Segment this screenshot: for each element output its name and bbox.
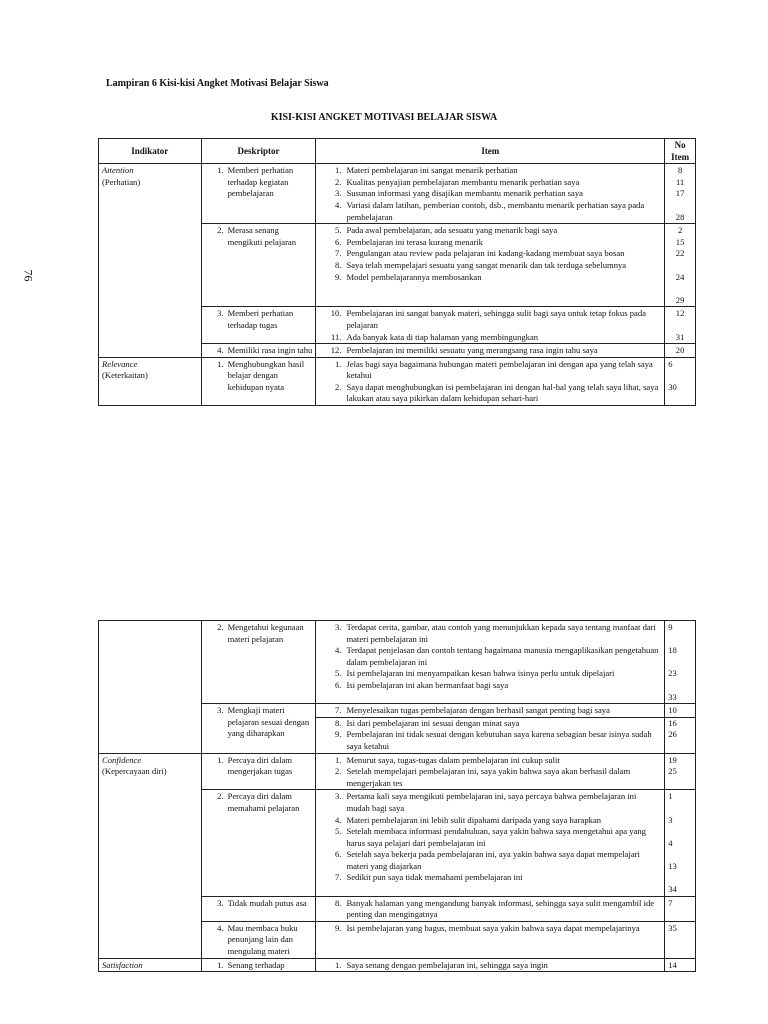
item-number: 9.	[334, 922, 342, 933]
item-number: 4.	[334, 199, 342, 210]
item-text: Saya senang dengan pembelajaran ini, sehingga saya ingin	[346, 959, 548, 970]
descriptor-text: Mau membaca buku penunjang lain dan mengulang materi	[227, 922, 298, 957]
item-text: Banyak halaman yang mengandung banyak informasi, sehingga saya sulit mengambil ide penting dan mengingatnya	[346, 897, 655, 920]
no-item-cell	[665, 790, 696, 896]
item-number-value: 28	[675, 211, 685, 222]
page-number: 76	[21, 269, 36, 282]
item-number: 7.	[334, 872, 342, 883]
item-number-value: 25	[668, 766, 677, 777]
item-text: Setelah membaca informasi pendahuluan, saya yakin bahwa saya mengetahui apa yang harus saya pelajari dari pembelajaran ini	[346, 826, 646, 848]
list-item	[319, 359, 661, 382]
item-text: Isi dari pembelajaran ini sesuai dengan minat saya	[346, 717, 520, 728]
item-number: 3.	[334, 188, 342, 199]
descriptor-text: Memiliki rasa ingin tahu	[227, 345, 313, 356]
no-item-cell	[665, 224, 696, 307]
items-cell	[316, 790, 665, 896]
item-number: 7.	[334, 248, 342, 259]
indikator-name: Attention	[102, 165, 134, 176]
list-item	[319, 898, 661, 921]
list-item	[319, 177, 661, 189]
item-number: 7.	[334, 705, 342, 716]
descriptor-entry	[205, 791, 313, 814]
table-header-row	[99, 139, 696, 164]
item-text: Materi pembelajaran ini lebih sulit dipahami daripada yang saya harapkan	[346, 814, 602, 825]
items-cell	[316, 357, 665, 405]
item-number-value: 22	[675, 248, 685, 259]
item-number-value: 26	[668, 729, 677, 740]
no-item-cell	[665, 704, 696, 753]
deskriptor-cell	[201, 621, 316, 704]
list-item	[319, 960, 661, 972]
no-item-cell	[665, 621, 696, 704]
appendix-label: Lampiran 6 Kisi-kisi Angket Motivasi Belajar Siswa	[106, 78, 329, 89]
table-row	[99, 357, 696, 405]
item-text: Isi pembelajaran ini akan bermanfaat bagi saya	[346, 679, 509, 690]
items-cell	[316, 224, 665, 307]
item-number-value: 19	[668, 754, 677, 765]
descriptor-number: 4.	[217, 345, 224, 356]
item-number-value: 9	[668, 622, 673, 632]
list-item	[319, 718, 661, 730]
item-text: Pengulangan atau review pada pelajaran ini kadang-kadang membuat saya bosan	[346, 248, 625, 259]
item-number: 1.	[334, 754, 342, 765]
item-number: 3.	[334, 622, 342, 632]
descriptor-text: Menghubungkan hasil belajar dengan kehidupan nyata	[227, 358, 305, 392]
item-number-value: 20	[675, 345, 685, 356]
no-item-cell	[665, 344, 696, 358]
item-number: 2.	[334, 381, 342, 392]
item-number-value: 11	[675, 176, 685, 187]
list-item	[319, 849, 661, 872]
item-text: Variasi dalam latihan, pemberian contoh, dsb., membantu menarik perhatian saya pada pembelajaran	[346, 199, 645, 222]
item-number: 9.	[334, 729, 342, 740]
item-number-value	[668, 320, 692, 332]
list-item	[319, 237, 661, 249]
header-item: Item	[316, 139, 665, 164]
items-cell	[316, 921, 665, 958]
item-number-value: 31	[675, 331, 685, 342]
indikator-translation: (Perhatian)	[102, 176, 141, 187]
descriptor-text: Percaya diri dalam mengerjakan tugas	[227, 754, 293, 777]
indikator-name: Confidence	[102, 754, 142, 765]
list-item	[319, 729, 661, 752]
item-number: 5.	[334, 826, 342, 837]
item-number: 4.	[334, 645, 342, 656]
item-number-value	[668, 283, 692, 295]
item-text: Pada awal pembelajaran, ada sesuatu yang menarik bagi saya	[346, 225, 558, 236]
item-number: 11.	[331, 331, 342, 342]
descriptor-text: Mengkaji materi pelajaran sesuai dengan yang diharapkan	[227, 705, 310, 739]
list-item	[319, 755, 661, 767]
item-number-value: 29	[675, 294, 685, 305]
item-number-value: 13	[668, 860, 677, 871]
table-row	[99, 164, 696, 224]
descriptor-entry	[205, 898, 313, 910]
item-number-value	[668, 826, 692, 838]
indikator-cell	[99, 621, 202, 754]
no-item-cell	[665, 753, 696, 790]
descriptor-text: Memberi perhatian terhadap kegiatan pembelajaran	[227, 165, 294, 199]
item-number: 5.	[334, 225, 342, 236]
item-number-value	[668, 849, 692, 861]
list-item	[319, 332, 661, 344]
descriptor-number: 3.	[217, 897, 224, 908]
descriptor-number: 3.	[217, 308, 224, 319]
item-number-value	[668, 680, 692, 692]
descriptor-number: 1.	[217, 165, 224, 176]
item-text: Ada banyak kata di tiap halaman yang membingungkan	[346, 331, 539, 342]
item-text: Pembelajaran ini sangat banyak materi, sehingga sulit bagi saya untuk tetap fokus pada pelajaran	[346, 308, 646, 330]
descriptor-entry	[205, 960, 313, 972]
item-number-value	[668, 260, 692, 272]
descriptor-number: 3.	[217, 705, 224, 716]
descriptor-entry	[205, 308, 313, 331]
header-indikator: Indikator	[99, 139, 202, 164]
descriptor-number: 1.	[217, 754, 224, 765]
descriptor-text: Memberi perhatian terhadap tugas	[227, 308, 294, 330]
item-number-value: 1	[668, 791, 673, 802]
descriptor-text: Percaya diri dalam memahami pelajaran	[227, 791, 300, 813]
descriptor-number: 2.	[217, 622, 224, 632]
item-number-value	[668, 657, 692, 669]
item-number: 8.	[334, 259, 342, 270]
item-text: Saya telah mempelajari sesuatu yang sangat menarik dan tak terduga sebelumnya	[346, 259, 627, 270]
descriptor-number: 1.	[217, 358, 224, 369]
descriptor-entry	[205, 705, 313, 740]
deskriptor-cell	[201, 357, 316, 405]
list-item	[319, 705, 661, 717]
list-item	[319, 248, 661, 260]
no-item-cell	[665, 307, 696, 344]
item-number-value	[668, 803, 692, 815]
deskriptor-cell	[201, 896, 316, 921]
item-text: Pembelajaran ini terasa kurang menarik	[346, 236, 483, 247]
table-row	[99, 753, 696, 790]
item-number: 8.	[334, 897, 342, 908]
descriptor-entry	[205, 622, 313, 645]
item-text: Model pembelajarannya membosankan	[346, 271, 482, 282]
item-text: Saya dapat menghubungkan isi pembelajaran ini dengan hal-hal yang telah saya lihat, saya lakukan atau saya pikirkan dalam kehidupan sehari-hari	[346, 381, 659, 404]
deskriptor-cell	[201, 753, 316, 790]
descriptor-number: 2.	[217, 791, 224, 802]
item-text: Setelah saya bekerja pada pembelajaran ini, aya yakin bahwa saya dapat mempelajari materi yang diajarkan	[346, 849, 640, 871]
no-item-cell	[665, 357, 696, 405]
indikator-translation: (Kepercayaan diri)	[102, 766, 167, 777]
deskriptor-cell	[201, 790, 316, 896]
deskriptor-cell	[201, 921, 316, 958]
item-number: 6.	[334, 679, 342, 690]
list-item	[319, 308, 661, 331]
list-item	[319, 826, 661, 849]
list-item	[319, 815, 661, 827]
item-number-value: 7	[668, 897, 673, 908]
item-number-value: 16	[668, 717, 677, 728]
descriptor-number: 1.	[217, 959, 224, 970]
item-number: 1.	[334, 959, 342, 970]
list-item	[319, 188, 661, 200]
indikator-cell	[99, 958, 202, 972]
list-item	[319, 382, 661, 405]
item-text: Isi pembelajaran yang bagus, membuat saya yakin bahwa saya dapat mempelajarinya	[346, 922, 640, 933]
item-number: 1.	[334, 358, 342, 369]
indikator-translation: (Keterkaitan)	[102, 370, 148, 381]
header-no: No	[674, 140, 686, 150]
item-number: 9.	[334, 271, 342, 282]
item-text: Pembelajaran ini tidak sesuai dengan kebutuhan saya karena sebagian besar isinya sudah saya ketahui	[346, 729, 652, 751]
item-number-value: 34	[668, 884, 677, 895]
item-text: Sedikit pun saya tidak memahami pembelajaran ini	[346, 872, 523, 883]
list-item	[319, 345, 661, 357]
items-cell	[316, 958, 665, 972]
header-deskriptor: Deskriptor	[201, 139, 316, 164]
item-number-value: 33	[668, 691, 677, 702]
item-text: Menurut saya, tugas-tugas dalam pembelajaran ini cukup sulit	[346, 754, 560, 765]
item-number-value: 6	[668, 358, 673, 369]
item-number-value: 12	[675, 308, 685, 319]
deskriptor-cell	[201, 307, 316, 344]
item-number-value: 2	[677, 225, 683, 236]
deskriptor-cell	[201, 164, 316, 224]
list-item	[319, 668, 661, 680]
item-number: 10.	[330, 308, 342, 319]
descriptor-entry	[205, 165, 313, 200]
header-no-item	[665, 139, 696, 164]
item-text: Terdapat penjelasan dan contoh tentang bagaimana manusia mengaplikasikan pengetahuan dalam pembelajaran ini	[346, 645, 659, 667]
list-item	[319, 645, 661, 668]
items-cell	[316, 704, 665, 753]
item-number: 12.	[330, 345, 342, 356]
indikator-name: Satisfaction	[102, 959, 143, 970]
item-number-value: 30	[668, 381, 677, 392]
descriptor-entry	[205, 345, 313, 357]
descriptor-number: 4.	[217, 922, 224, 933]
item-text: Isi pembelajaran ini menyampaikan kesan bahwa isinya perlu untuk dipelajari	[346, 668, 615, 679]
deskriptor-cell	[201, 224, 316, 307]
document-title: KISI-KISI ANGKET MOTIVASI BELAJAR SISWA	[270, 112, 498, 123]
descriptor-entry	[205, 755, 313, 778]
list-item	[319, 923, 661, 935]
list-item	[319, 680, 661, 692]
item-text: Jelas bagi saya bagaimana hubungan materi pembelajaran ini dengan apa yang telah saya ketahui	[346, 358, 653, 381]
descriptor-text: Merasa senang mengikuti pelajaran	[227, 225, 297, 247]
item-text: Pembelajaran ini memiliki sesuatu yang merangsang rasa ingin tahu saya	[346, 345, 598, 356]
items-cell	[316, 753, 665, 790]
item-number-value: 4	[668, 837, 673, 848]
indikator-cell	[99, 357, 202, 405]
item-number-value: 18	[668, 645, 677, 656]
item-number-value: 35	[668, 922, 677, 933]
item-text: Susunan informasi yang disajikan membantu menarik perhatian saya	[346, 188, 583, 199]
kisi-table-part-2	[98, 620, 696, 972]
list-item	[319, 200, 661, 223]
item-text: Pertama kali saya mengikuti pembelajaran ini, saya percaya bahwa pembelajaran ini mudah bagi saya	[346, 791, 637, 813]
item-number-value: 23	[668, 668, 677, 679]
item-number-value: 14	[668, 959, 677, 970]
item-number: 2.	[334, 766, 342, 777]
items-cell	[316, 307, 665, 344]
descriptor-text: Senang terhadap	[227, 959, 285, 970]
indikator-name: Relevance	[102, 358, 138, 369]
no-item-cell	[665, 164, 696, 224]
item-number-value	[668, 370, 692, 382]
list-item	[319, 165, 661, 177]
deskriptor-cell	[201, 344, 316, 358]
items-cell	[316, 344, 665, 358]
items-cell	[316, 164, 665, 224]
indikator-cell	[99, 164, 202, 358]
table-row	[99, 958, 696, 972]
item-number: 5.	[334, 668, 342, 679]
item-number-value: 10	[668, 705, 677, 716]
no-item-cell	[665, 896, 696, 921]
item-number-value: 15	[675, 236, 685, 247]
descriptor-entry	[205, 923, 313, 958]
item-number-value	[668, 634, 692, 646]
item-number: 2.	[334, 176, 342, 187]
table-row	[99, 621, 696, 704]
indikator-cell	[99, 753, 202, 958]
item-number-value	[668, 872, 692, 884]
item-number-value: 24	[675, 271, 685, 282]
list-item	[319, 272, 661, 284]
item-number: 1.	[334, 165, 342, 176]
list-item	[319, 766, 661, 789]
item-number: 6.	[334, 849, 342, 860]
header-item-2: Item	[671, 151, 690, 162]
descriptor-entry	[205, 225, 313, 248]
no-item-cell	[665, 921, 696, 958]
list-item	[319, 791, 661, 814]
item-text: Menyelesaikan tugas pembelajaran dengan berhasil sangat penting bagi saya	[346, 705, 610, 716]
item-number: 6.	[334, 236, 342, 247]
deskriptor-cell	[201, 704, 316, 753]
list-item	[319, 622, 661, 645]
kisi-table-part-1	[98, 138, 696, 406]
list-item	[319, 872, 661, 884]
item-number: 3.	[334, 791, 342, 802]
item-number-value: 17	[675, 188, 685, 199]
item-text: Kualitas penyajian pembelajaran membantu menarik perhatian saya	[346, 176, 580, 187]
descriptor-number: 2.	[217, 225, 224, 236]
no-item-cell	[665, 958, 696, 972]
item-number: 8.	[334, 717, 342, 728]
deskriptor-cell	[201, 958, 316, 972]
item-text: Terdapat cerita, gambar, atau contoh yang menunjukkan kepada saya tentang manfaat dari materi pembelajaran ini	[346, 622, 656, 644]
descriptor-text: Tidak mudah putus asa	[227, 897, 307, 908]
list-item	[319, 225, 661, 237]
item-number-value	[668, 200, 692, 212]
item-text: Materi pembelajaran ini sangat menarik perhatian	[346, 165, 518, 176]
descriptor-entry	[205, 359, 313, 394]
item-number: 4.	[334, 814, 342, 825]
descriptor-text: Mengetahui kegunaan materi pelajaran	[227, 622, 304, 644]
items-cell	[316, 896, 665, 921]
items-cell	[316, 621, 665, 704]
item-text: Setelah mempelajari pembelajaran ini, saya yakin bahwa saya akan berhasil dalam mengerjakan tes	[346, 766, 631, 788]
item-number-value: 8	[677, 165, 683, 176]
list-item	[319, 260, 661, 272]
item-number-value: 3	[668, 814, 673, 825]
